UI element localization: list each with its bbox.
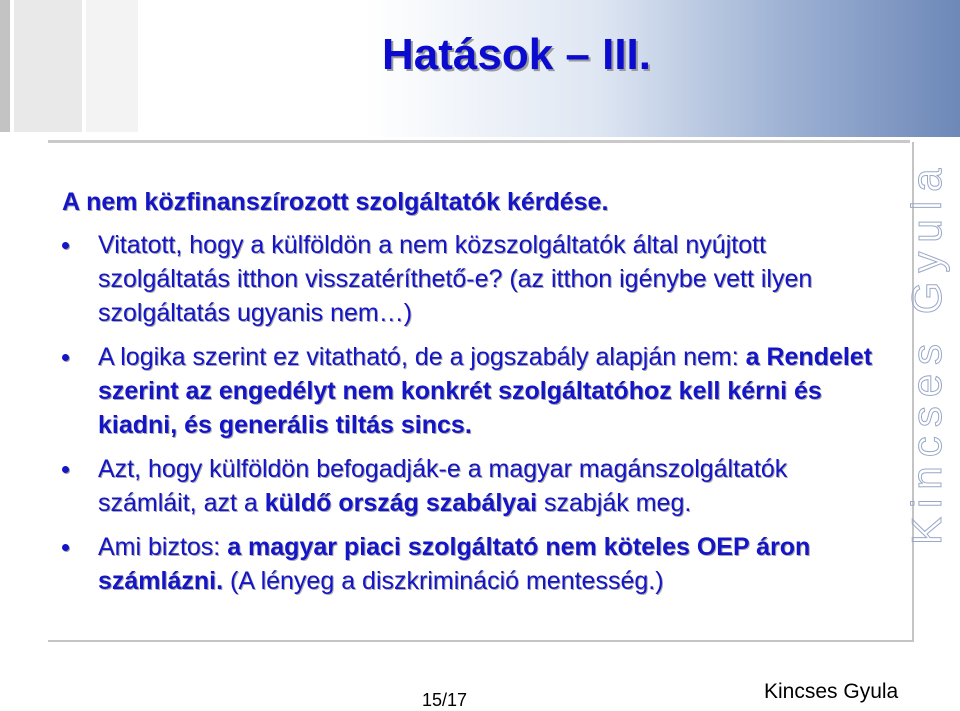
bullet-item: [62, 228, 892, 330]
page-number: 15/17: [422, 690, 468, 710]
bullet-emphasis-text: küldő ország szabályai: [264, 489, 538, 517]
author-name: Kincses Gyula: [764, 680, 899, 703]
bullet-item: [62, 530, 892, 598]
page-title: Hatások – III.: [382, 30, 652, 79]
bullet-item: [62, 452, 892, 520]
slide-body: [62, 185, 892, 608]
bullet-emphasis-text: a Rendelet szerint az engedélyt nem konkrét szolgáltatóhoz kell kérni és kiadni, és generális tiltás sincs.: [98, 343, 873, 439]
bullet-list: [62, 228, 892, 598]
bullet-item: [62, 340, 892, 442]
bullet-text: Azt, hogy külföldön befogadják-e a magyar magánszolgáltatók számláit, azt a: [98, 455, 788, 517]
bullet-dot-icon: [62, 242, 69, 249]
bullet-text: (A lényeg a diszkrimináció mentesség.): [223, 567, 664, 595]
bullet-dot-icon: [62, 544, 69, 551]
bullet-text: szabják meg.: [537, 489, 692, 517]
bullet-dot-icon: [62, 466, 69, 473]
bullet-dot-icon: [62, 354, 69, 361]
section-heading: A nem közfinanszírozott szolgáltatók kérdése.: [62, 188, 609, 216]
bullet-emphasis-text: a magyar piaci szolgáltató nem köteles OEP áron számlázni.: [98, 533, 811, 595]
vertical-author-watermark: Kincses Gyula: [903, 160, 950, 546]
bullet-text: A logika szerint ez vitatható, de a jogszabály alapján nem:: [98, 343, 746, 371]
bullet-text: Vitatott, hogy a külföldön a nem közszolgáltatók által nyújtott szolgáltatás itthon visszatéríthető-e? (az itthon igénybe vett ilyen szolgáltatás ugyanis nem…): [98, 231, 813, 327]
bullet-text: Ami biztos:: [98, 533, 228, 561]
